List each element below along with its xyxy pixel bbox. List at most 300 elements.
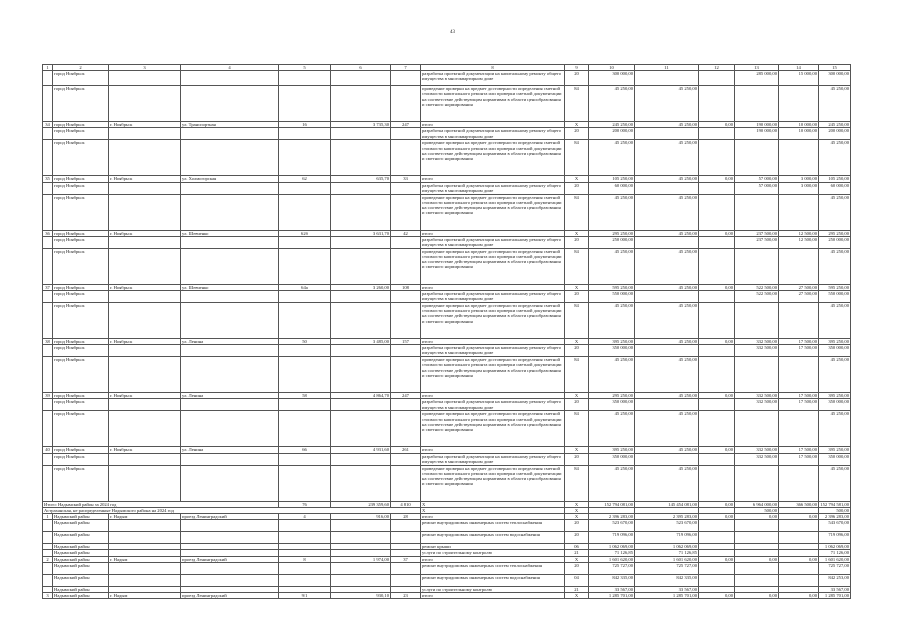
table-cell: г. Ноябрьск (109, 339, 181, 345)
table-cell (699, 345, 735, 357)
table-cell (331, 562, 391, 574)
table-cell (109, 182, 181, 194)
table-cell: 261 (391, 447, 421, 453)
table-cell: Надымский район (53, 544, 109, 550)
table-cell (181, 86, 279, 122)
table-cell: проведение проверки на предмет достоверности определения сметной стоимости капитального ремонта или проверки сметной документации на соответствие действующим нормативам в области ценообразования и сметного нормирования (421, 248, 565, 284)
table-cell: 395 250,00 (819, 447, 851, 453)
table-cell: 522 500,00 (735, 284, 779, 290)
table-cell: ул. Ленина (181, 393, 279, 399)
table-cell (181, 574, 279, 586)
table-cell: 719 096,00 (589, 532, 635, 544)
table-cell (331, 182, 391, 194)
table-cell: 45 250,00 (589, 194, 635, 230)
table-cell: разработка проектной документации на капитальному ремонту общего имущества в многоквартирном доме (421, 236, 565, 248)
table-cell: 523 670,00 (589, 520, 635, 532)
table-cell: 57 000,00 (735, 182, 779, 194)
table-cell: город Ноябрьск (53, 465, 109, 501)
table-cell: 0,00 (699, 556, 735, 562)
table-cell: 0,00 (779, 593, 819, 599)
table-cell (331, 574, 391, 586)
table-cell (699, 574, 735, 586)
table-cell (109, 236, 181, 248)
table-cell: 190 000,00 (735, 122, 779, 128)
table-cell (43, 236, 53, 248)
table-cell (635, 236, 699, 248)
table-cell: 157 (391, 339, 421, 345)
table-cell: ул. Ленина (181, 339, 279, 345)
table-cell: проведение проверки на предмет достоверности определения сметной стоимости капитального ремонта или проверки сметной документации на соответствие действующим нормативам в области ценообразования и сметного нормирования (421, 140, 565, 176)
column-number-cell: 13 (735, 65, 779, 71)
table-cell: Астраханская, не распределенные Надымского района на 2024 год (43, 507, 421, 513)
table-cell (391, 248, 421, 284)
table-cell: итого (421, 339, 565, 345)
table-cell: 1 062 069,00 (589, 544, 635, 550)
column-number-cell: 2 (53, 65, 109, 71)
table-cell: 45 250,00 (819, 140, 851, 176)
table-cell: X (565, 593, 589, 599)
table-cell: город Ноябрьск (53, 176, 109, 182)
table-cell (635, 182, 699, 194)
table-cell (109, 345, 181, 357)
table-cell: проведение проверки на предмет достоверности определения сметной стоимости капитального ремонта или проверки сметной документации на соответствие действующим нормативам в области ценообразования и сметного нормирования (421, 411, 565, 447)
table-cell: 1 062 069,00 (635, 544, 699, 550)
table-cell: 45 250,00 (635, 248, 699, 284)
table-cell: услуги по строительному контролю (421, 586, 565, 592)
table-cell (109, 194, 181, 230)
table-cell: 20 (565, 399, 589, 411)
table-cell: 152 794 081,00 (589, 501, 635, 507)
table-cell (43, 303, 53, 339)
table-cell (43, 345, 53, 357)
table-cell: 21 (565, 586, 589, 592)
table-cell: 108 (391, 284, 421, 290)
table-cell: 20 (565, 562, 589, 574)
table-cell: ремонт внутридомовых инженерных систем теплоснабжения (421, 520, 565, 532)
table-cell: ул. Шевченко (181, 230, 279, 236)
table-cell: X (565, 339, 589, 345)
table-row (43, 194, 851, 230)
table-cell (779, 411, 819, 447)
table-cell: город Ноябрьск (53, 393, 109, 399)
column-number-cell: 3 (109, 65, 181, 71)
table-cell: ул. Транспортная (181, 122, 279, 128)
table-cell: 635,70 (331, 176, 391, 182)
table-cell: 23 (391, 593, 421, 599)
table-cell: проведение проверки на предмет достоверности определения сметной стоимости капитального ремонта или проверки сметной документации на соответствие действующим нормативам в области ценообразования и сметного нормирования (421, 194, 565, 230)
table-cell (109, 453, 181, 465)
table-cell: 45 250,00 (635, 393, 699, 399)
table-cell: 0,00 (699, 176, 735, 182)
table-cell (331, 291, 391, 303)
table-cell (331, 453, 391, 465)
table-cell: 8 (279, 556, 331, 562)
table-cell: Надымский район (53, 586, 109, 592)
table-cell: 395 250,00 (589, 447, 635, 453)
table-cell: разработка проектной документации на капитальному ремонту общего имущества в многоквартирном доме (421, 399, 565, 411)
table-cell: город Ноябрьск (53, 447, 109, 453)
table-cell (391, 86, 421, 122)
table-cell (331, 411, 391, 447)
table-cell: 2 395 283,00 (635, 514, 699, 520)
table-cell (279, 140, 331, 176)
table-cell (391, 345, 421, 357)
table-cell (699, 411, 735, 447)
table-cell: 285 000,00 (735, 71, 779, 86)
table-cell: 1 601 620,00 (589, 556, 635, 562)
table-cell (391, 71, 421, 86)
table-cell (735, 248, 779, 284)
table-cell: ремонт внутридомовых инженерных систем водоснабжения (421, 532, 565, 544)
table-row (43, 532, 851, 544)
table-cell: 45 250,00 (819, 248, 851, 284)
table-cell: ул. Шевченко (181, 284, 279, 290)
table-cell (699, 532, 735, 544)
table-cell: услуги по строительному контролю (421, 550, 565, 556)
table-cell: 522 500,00 (735, 291, 779, 303)
table-cell: 0,00 (699, 447, 735, 453)
table-cell: 40 (43, 447, 53, 453)
table-cell (109, 574, 181, 586)
table-cell (43, 86, 53, 122)
table-row (43, 574, 851, 586)
table-cell: 0,00 (735, 556, 779, 562)
table-cell (181, 532, 279, 544)
table-cell (391, 532, 421, 544)
table-cell (181, 194, 279, 230)
table-cell (181, 291, 279, 303)
table-cell: 84 (565, 140, 589, 176)
table-cell: X (565, 230, 589, 236)
table-cell (391, 236, 421, 248)
table-cell: город Ноябрьск (53, 357, 109, 393)
table-cell: 84 (565, 465, 589, 501)
table-cell: ремонт внутридомовых инженерных систем теплоснабжения (421, 562, 565, 574)
table-cell: 237 500,00 (735, 236, 779, 248)
table-cell (43, 465, 53, 501)
table-cell (43, 248, 53, 284)
table-cell: город Ноябрьск (53, 291, 109, 303)
table-cell: 916,00 (331, 514, 391, 520)
table-cell: 12 500,00 (779, 230, 819, 236)
table-cell (331, 71, 391, 86)
table-cell: 45 250,00 (819, 411, 851, 447)
column-number-cell: 6 (331, 65, 391, 71)
table-cell: 17 500,00 (779, 399, 819, 411)
table-cell: 17 500,00 (779, 345, 819, 357)
table-cell (779, 532, 819, 544)
table-cell: разработка проектной документации на капитальному ремонту общего имущества в многоквартирном доме (421, 291, 565, 303)
table-cell: 20 (565, 532, 589, 544)
table-cell (331, 399, 391, 411)
table-row (43, 593, 851, 599)
table-cell: 200 000,00 (819, 128, 851, 140)
table-cell (331, 194, 391, 230)
table-cell (181, 182, 279, 194)
table-cell: 500,00 (819, 507, 851, 513)
table-cell: 84 (565, 248, 589, 284)
table-cell: 6 964 000,00 (735, 501, 779, 507)
table-cell: 3 631,70 (331, 230, 391, 236)
table-cell (43, 574, 53, 586)
table-cell (43, 291, 53, 303)
table-cell: Надымский район (53, 532, 109, 544)
table-cell: 33 567,00 (589, 586, 635, 592)
table-cell: город Ноябрьск (53, 248, 109, 284)
table-row (43, 291, 851, 303)
table-cell: X (565, 514, 589, 520)
table-cell: 523 670,00 (635, 520, 699, 532)
table-cell: проведение проверки на предмет достоверности определения сметной стоимости капитального ремонта или проверки сметной документации на соответствие действующим нормативам в области ценообразования и сметного нормирования (421, 86, 565, 122)
table-cell (699, 248, 735, 284)
table-cell: город Ноябрьск (53, 140, 109, 176)
table-cell: г. Ноябрьск (109, 122, 181, 128)
table-cell (699, 71, 735, 86)
table-cell: 06 (565, 544, 589, 550)
table-cell (331, 236, 391, 248)
table-cell: 239 359,60 (331, 501, 391, 507)
table-cell: 245 250,00 (819, 122, 851, 128)
table-cell (699, 194, 735, 230)
table-cell: 350 000,00 (589, 399, 635, 411)
table-cell (43, 182, 53, 194)
table-cell: 332 500,00 (735, 453, 779, 465)
table-cell: 33 (391, 176, 421, 182)
table-cell (181, 248, 279, 284)
table-cell: 332 500,00 (735, 345, 779, 357)
table-cell: Надымский район (53, 514, 109, 520)
table-cell (779, 303, 819, 339)
table-cell: 719 096,00 (819, 532, 851, 544)
table-cell (109, 532, 181, 544)
table-cell (391, 465, 421, 501)
table-cell (635, 71, 699, 86)
table-cell: г. Ноябрьск (109, 284, 181, 290)
table-cell (181, 357, 279, 393)
table-cell: проведение проверки на предмет достоверности определения сметной стоимости капитального ремонта или проверки сметной документации на соответствие действующим нормативам в области ценообразования и сметного нормирования (421, 465, 565, 501)
table-cell: 34 (43, 122, 53, 128)
table-cell: город Ноябрьск (53, 399, 109, 411)
table-cell (181, 140, 279, 176)
table-cell (181, 399, 279, 411)
table-cell: 725 727,00 (635, 562, 699, 574)
table-cell: 295 250,00 (589, 230, 635, 236)
table-cell: разработка проектной документации на капитальному ремонту общего имущества в многоквартирном доме (421, 182, 565, 194)
table-cell (735, 520, 779, 532)
table-cell: ремонт внутридомовых инженерных систем водоснабжения (421, 574, 565, 586)
table-cell (279, 182, 331, 194)
table-cell: 3 (43, 593, 53, 599)
table-cell: Надымский район (53, 562, 109, 574)
table-cell: 35 (43, 176, 53, 182)
table-cell: 20 (565, 182, 589, 194)
table-cell (109, 128, 181, 140)
table-cell (699, 399, 735, 411)
table-cell: 45 250,00 (635, 86, 699, 122)
table-cell (735, 532, 779, 544)
column-number-cell: 15 (819, 65, 851, 71)
table-cell (391, 453, 421, 465)
table-row (43, 357, 851, 393)
page-number: 43 (450, 30, 455, 35)
table-cell: город Ноябрьск (53, 71, 109, 86)
table-cell: 719 096,00 (635, 532, 699, 544)
table-cell (279, 345, 331, 357)
table-cell: 300 000,00 (819, 71, 851, 86)
table-cell: город Ноябрьск (53, 411, 109, 447)
table-cell: 45 250,00 (819, 303, 851, 339)
table-cell (279, 303, 331, 339)
table-cell (331, 86, 391, 122)
table-cell (109, 248, 181, 284)
table-cell (331, 465, 391, 501)
table-cell: 930,10 (331, 593, 391, 599)
table-cell: 1 285 701,00 (635, 593, 699, 599)
table-cell (279, 71, 331, 86)
table-cell: 0,00 (699, 284, 735, 290)
repair-program-table (42, 64, 851, 599)
table-cell: 1 601 620,00 (819, 556, 851, 562)
table-cell: 60 000,00 (819, 182, 851, 194)
table-cell: г. Ноябрьск (109, 176, 181, 182)
table-cell: 38 (43, 339, 53, 345)
table-cell: город Ноябрьск (53, 230, 109, 236)
table-cell: 15 000,00 (779, 71, 819, 86)
table-cell: 50 (279, 339, 331, 345)
table-cell: 45 250,00 (635, 465, 699, 501)
table-cell: 0,00 (699, 514, 735, 520)
table-cell: 84 (565, 357, 589, 393)
table-row (43, 562, 851, 574)
table-cell (735, 194, 779, 230)
table-cell: 1 062 069,00 (819, 544, 851, 550)
table-cell: разработка проектной документации на капитальному ремонту общего имущества в многоквартирном доме (421, 128, 565, 140)
table-cell: 247 (391, 122, 421, 128)
table-cell: 550 000,00 (589, 291, 635, 303)
table-cell (109, 86, 181, 122)
table-cell (279, 532, 331, 544)
table-cell: 45 250,00 (635, 176, 699, 182)
table-cell: 0,00 (735, 514, 779, 520)
table-cell: 2 396 283,00 (819, 514, 851, 520)
table-cell: 16 (279, 122, 331, 128)
table-cell: 45 250,00 (589, 357, 635, 393)
table-cell (391, 291, 421, 303)
table-cell: 84 (565, 411, 589, 447)
column-number-cell: 1 (43, 65, 53, 71)
table-cell: г. Ноябрьск (109, 230, 181, 236)
table-cell: 4 931,60 (331, 447, 391, 453)
table-cell: 84 (565, 303, 589, 339)
table-cell: 550 000,00 (819, 291, 851, 303)
table-cell (779, 465, 819, 501)
table-cell: 20 (565, 291, 589, 303)
table-cell (391, 562, 421, 574)
table-row (43, 303, 851, 339)
table-row (43, 520, 851, 532)
table-cell (391, 128, 421, 140)
table-cell (109, 520, 181, 532)
column-number-cell: 7 (391, 65, 421, 71)
table-cell (181, 303, 279, 339)
table-cell: 45 250,00 (635, 140, 699, 176)
table-cell (279, 357, 331, 393)
table-cell (699, 465, 735, 501)
table-cell: город Ноябрьск (53, 339, 109, 345)
table-cell (699, 520, 735, 532)
table-cell: 17 500,00 (779, 447, 819, 453)
table-cell: разработка проектной документации на капитальному ремонту общего имущества в многоквартирном доме (421, 71, 565, 86)
table-cell: 28 (391, 514, 421, 520)
table-cell (779, 86, 819, 122)
table-cell (699, 303, 735, 339)
table-cell (331, 248, 391, 284)
table-cell: 245 250,00 (589, 122, 635, 128)
table-cell: 27 500,00 (779, 291, 819, 303)
table-cell: итого (421, 447, 565, 453)
table-cell: 45 250,00 (635, 122, 699, 128)
column-number-cell: 10 (589, 65, 635, 71)
table-cell: 20 (565, 71, 589, 86)
table-cell: 3 000,00 (779, 176, 819, 182)
table-cell (779, 140, 819, 176)
table-cell (279, 86, 331, 122)
table-cell: 1 285 701,00 (819, 593, 851, 599)
column-number-cell: 12 (699, 65, 735, 71)
table-cell (331, 303, 391, 339)
table-cell (635, 453, 699, 465)
table-cell: 0,00 (779, 514, 819, 520)
table-cell: 332 500,00 (735, 393, 779, 399)
table-cell (735, 357, 779, 393)
table-row (43, 182, 851, 194)
table-cell (181, 562, 279, 574)
table-cell: 9/1 (279, 593, 331, 599)
table-cell: итого (421, 593, 565, 599)
table-cell: 0,00 (735, 593, 779, 599)
table-cell: г. Ноябрьск (109, 393, 181, 399)
table-cell (181, 411, 279, 447)
table-cell: 842 335,00 (635, 574, 699, 586)
table-cell (279, 520, 331, 532)
table-cell (331, 357, 391, 393)
table-cell: итого (421, 122, 565, 128)
table-cell (43, 71, 53, 86)
table-row (43, 453, 851, 465)
table-cell: 332 500,00 (735, 399, 779, 411)
table-cell: 350 000,00 (819, 399, 851, 411)
table-cell: 152 794 581,00 (820, 501, 849, 507)
table-cell (331, 532, 391, 544)
table-cell (735, 140, 779, 176)
table-cell (779, 562, 819, 574)
table-cell: 250 000,00 (589, 236, 635, 248)
table-cell: 1 (43, 514, 53, 520)
table-cell (331, 345, 391, 357)
table-cell: X (565, 393, 589, 399)
table-cell: 33 567,00 (635, 586, 699, 592)
table-cell: 4 864,70 (331, 393, 391, 399)
table-cell (779, 574, 819, 586)
table-cell: 45 250,00 (589, 411, 635, 447)
table-cell (181, 465, 279, 501)
table-cell: город Ноябрьск (53, 303, 109, 339)
column-number-cell: 4 (181, 65, 279, 71)
table-cell (391, 194, 421, 230)
table-cell: город Ноябрьск (53, 236, 109, 248)
table-cell: 45 250,00 (635, 230, 699, 236)
table-cell: 200 000,00 (589, 128, 635, 140)
